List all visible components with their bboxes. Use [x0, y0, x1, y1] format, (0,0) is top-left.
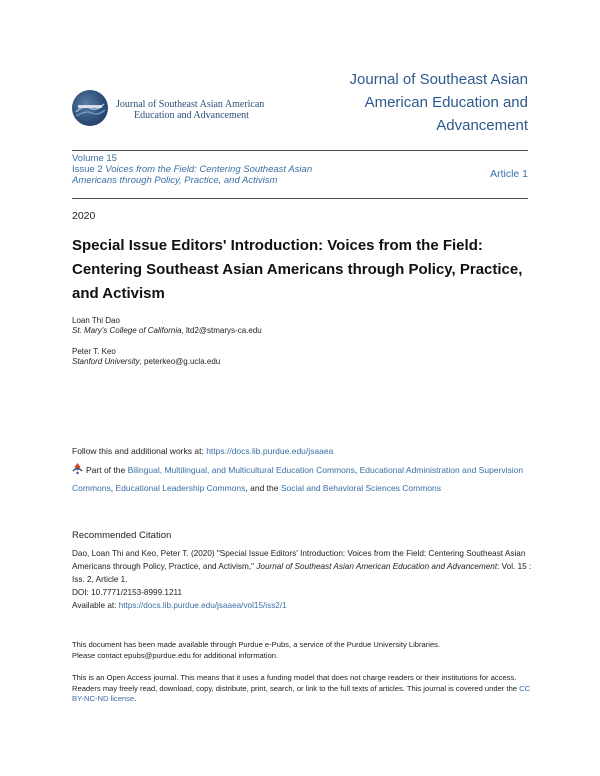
part-of-prefix: Part of the: [86, 465, 128, 475]
divider-bottom: [72, 198, 528, 199]
recommended-citation-heading: Recommended Citation: [72, 530, 172, 541]
logo-text: [116, 99, 264, 121]
publication-year: 2020: [72, 210, 96, 222]
license-link[interactable]: CC BY-NC-ND license: [72, 683, 531, 703]
logo-line-2: Education and Advancement: [134, 110, 249, 121]
citation-volume: : Vol. 15 : Iss. 2, Article 1.: [72, 562, 532, 584]
available-url-link[interactable]: https://docs.lib.purdue.edu/jsaaea/vol15/iss2/1: [118, 601, 287, 610]
epubs-notice: [72, 640, 534, 661]
follow-text: Follow this and additional works at:: [72, 446, 207, 456]
paper-title: Special Issue Editors' Introduction: Voices from the Field: Centering Southeast Asian Americans through Policy, Practice, and Activism: [72, 237, 523, 302]
citation-text: [72, 547, 534, 612]
separator: , and the: [245, 483, 281, 493]
commons-link-social-behavioral[interactable]: Social and Behavioral Sciences Commons: [280, 483, 442, 493]
divider-top: [72, 150, 528, 151]
open-access-notice: [72, 673, 534, 705]
citation-doi: DOI: 10.7771/2153-8999.1211: [72, 588, 183, 597]
follow-url-link[interactable]: https://docs.lib.purdue.edu/jsaaea: [206, 446, 334, 456]
issue-prefix: Issue 2: [72, 164, 103, 175]
author-email: , ltd2@stmarys-ca.edu: [181, 326, 262, 335]
commons-link-educational-leadership[interactable]: Educational Leadership Commons: [115, 483, 246, 493]
notice-line-2: Please contact epubs@purdue.edu for additional information.: [72, 650, 279, 660]
author-1: [72, 316, 262, 336]
citation-body: Dao, Loan Thi and Keo, Peter T. (2020) "Special Issue Editors' Introduction: Voices from the Field: Centering Southeast Asian Americans through Policy, Practice, and Activism,": [72, 549, 526, 571]
commons-link-educational-administration[interactable]: Educational Administration and Supervision Commons: [72, 465, 524, 493]
follow-line: [72, 446, 333, 456]
citation-journal: Journal of Southeast Asian American Education and Advancement: [256, 562, 498, 571]
separator: ,: [354, 465, 360, 475]
volume-link[interactable]: Volume 15: [72, 153, 117, 164]
open-access-text: This is an Open Access journal. This means that it uses a funding model that does not charge readers or their institutions for access. Readers may freely read, download, copy, distribute, print, search, or link to the full texts of articles. This journal is covered under the: [72, 673, 520, 693]
separator: ,: [110, 483, 116, 493]
part-of-commons: [72, 461, 532, 497]
author-affiliation: Stanford University: [72, 357, 140, 366]
author-name: Loan Thi Dao: [72, 316, 120, 325]
author-name: Peter T. Keo: [72, 347, 116, 356]
open-access-icon: [72, 462, 83, 475]
journal-logo: [72, 90, 282, 126]
notice-line-1: This document has been made available through Purdue e-Pubs, a service of the Purdue University Libraries.: [72, 640, 441, 649]
author-email: , peterkeo@g.ucla.edu: [139, 357, 221, 366]
author-2: [72, 347, 220, 367]
available-prefix: Available at:: [72, 601, 119, 610]
commons-link-bilingual[interactable]: Bilingual, Multilingual, and Multicultural Education Commons: [127, 465, 355, 475]
journal-title[interactable]: Journal of Southeast Asian American Education and Advancement: [349, 71, 528, 134]
issue-title: Voices from the Field: Centering Southeast Asian Americans through Policy, Practice, and Activism: [72, 164, 313, 186]
logo-line-1: Journal of Southeast Asian American: [116, 99, 265, 110]
issue-link[interactable]: [72, 164, 332, 186]
issue-info: [72, 153, 332, 186]
open-access-end: .: [134, 694, 137, 703]
article-number-link[interactable]: Article 1: [490, 168, 528, 180]
logo-emblem-icon: [72, 90, 108, 126]
author-affiliation: St. Mary's College of California: [72, 326, 182, 335]
